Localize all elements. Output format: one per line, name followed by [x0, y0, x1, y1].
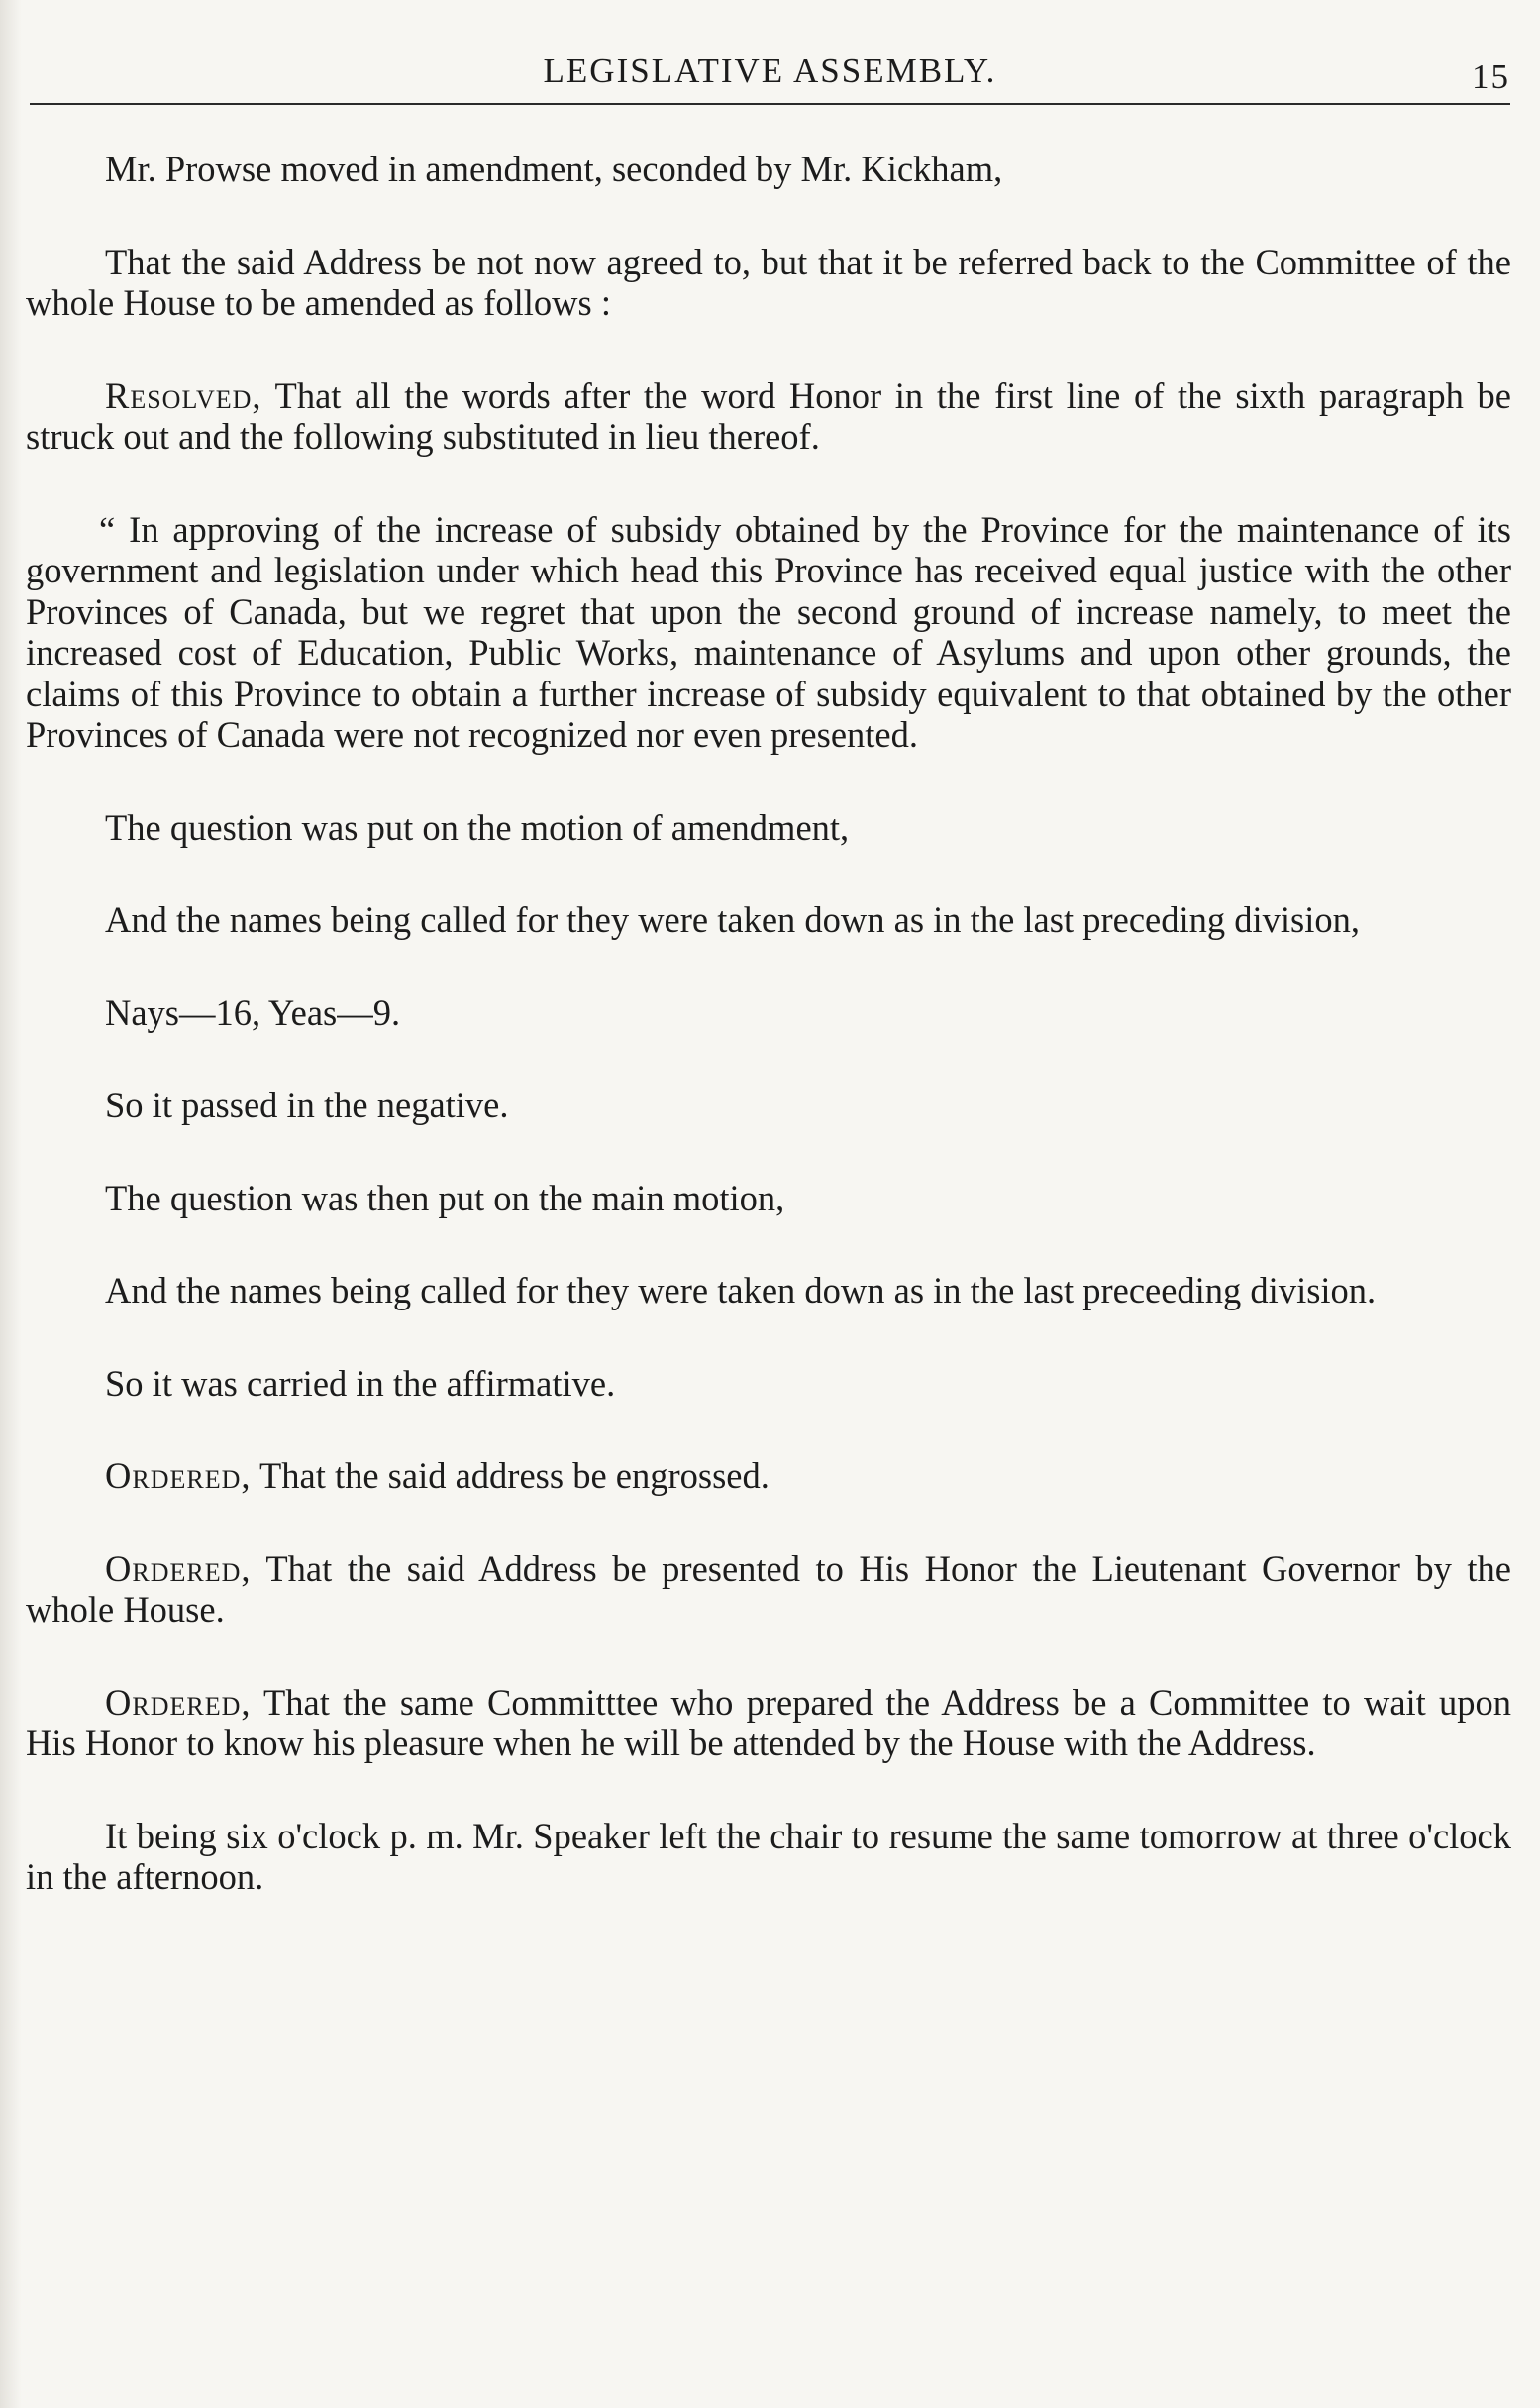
paragraph-negative: So it passed in the negative.: [105, 1085, 509, 1125]
paragraph-vote-count: Nays—16, Yeas—9.: [105, 992, 401, 1033]
running-title: LEGISLATIVE ASSEMBLY.: [543, 52, 997, 90]
paragraph-amendment-motion: Mr. Prowse moved in amendment, seconded by Mr. Kickham,: [105, 149, 1003, 189]
page-number: 15: [1472, 57, 1510, 96]
ordered-lead: Ordered,: [105, 1681, 252, 1723]
running-header: [30, 48, 1510, 105]
resolved-lead: Resolved,: [105, 374, 262, 416]
ordered-lead: Ordered,: [105, 1455, 252, 1496]
paragraph-main-motion: The question was then put on the main motion,: [105, 1177, 785, 1218]
paragraph-ordered-engrossed: Ordered, That the said address be engrossed.: [105, 1455, 770, 1496]
paragraph-refer-back: That the said Address be not now agreed to, but that it be referred back to the Committee of the whole House to be amended as follows :: [26, 241, 1511, 323]
page-edge-shadow: [0, 0, 22, 2408]
paragraph-affirmative: So it was carried in the affirmative.: [105, 1362, 616, 1404]
ordered-lead: Ordered,: [105, 1547, 252, 1589]
paragraph-names-called-2: And the names being called for they were taken down as in the last preceeding division.: [105, 1270, 1377, 1310]
paragraph-resolved: Resolved, That all the words after the word Honor in the first line of the sixth paragraph be struck out and the following substituted in lieu thereof.: [26, 374, 1511, 457]
paragraph-adjournment: It being six o'clock p. m. Mr. Speaker left the chair to resume the same tomorrow at three o'clock in the afternoon.: [26, 1815, 1511, 1897]
paragraph-names-called-1: And the names being called for they were taken down as in the last preceding division,: [105, 899, 1360, 940]
paragraph-quoted-amendment: “ In approving of the increase of subsidy obtained by the Province for the maintenance of its government and legislation under which head this Province has received equal justice with the other Provinces of Canada, but we regret that upon the second ground of increase namely, to meet the increased cost of Education, Public Works, maintenance of Asylums and upon other grounds, the claims of this Province to obtain a further increase of subsidy equivalent to that obtained by the other Provinces of Canada were not recognized nor even presented.: [26, 508, 1511, 755]
paragraph-question-amendment: The question was put on the motion of amendment,: [105, 806, 850, 848]
paragraph-ordered-committee: Ordered, That the same Committtee who prepared the Address be a Committee to wait upon His Honor to know his pleasure when he will be attended by the House with the Address.: [26, 1681, 1511, 1763]
body-text: [26, 149, 1511, 1949]
paragraph-ordered-presented: Ordered, That the said Address be presented to His Honor the Lieutenant Governor by the whole House.: [26, 1547, 1511, 1629]
